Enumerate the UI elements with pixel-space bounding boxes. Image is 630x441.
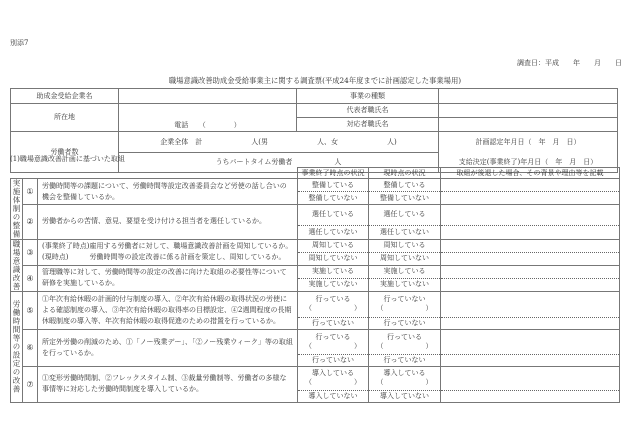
header-current-status: 現時点の状況 <box>369 168 441 179</box>
current-status-no-option[interactable]: 行っていない <box>369 354 441 366</box>
option-text: 実施している <box>383 267 426 275</box>
workers-total[interactable]: 企業全体 計 人(男 人、女 人) <box>119 132 439 153</box>
end-status-no-option[interactable]: 行っていない <box>298 354 369 366</box>
item-number: ① <box>23 179 38 205</box>
contact-field[interactable] <box>439 118 618 132</box>
item-number: ⑥ <box>23 329 38 366</box>
item-number: ② <box>23 205 38 240</box>
end-status-yes-option[interactable] <box>298 265 369 278</box>
reason-field[interactable] <box>441 366 620 390</box>
current-status-no-option[interactable]: 周知していない <box>369 252 441 265</box>
current-status-yes-option[interactable] <box>369 239 441 252</box>
current-status-yes-option[interactable] <box>369 265 441 278</box>
reason-field[interactable] <box>441 390 620 402</box>
reason-field[interactable] <box>441 317 620 329</box>
end-status-no-option[interactable]: 選任していない <box>298 225 369 239</box>
item-description: 労働時間等の課題について、労働時間等設定改善委員会など労使の話し合いの機会を整備しているか。 <box>38 179 298 205</box>
option-text: 行っている <box>387 332 422 341</box>
option-text: （ ） <box>376 341 433 350</box>
table-row <box>11 205 620 226</box>
item-description: 労働者からの苦情、意見、要望を受け付ける担当者を選任しているか。 <box>38 205 298 240</box>
table-row <box>11 239 620 252</box>
reason-field[interactable] <box>441 192 620 205</box>
current-status-yes-option[interactable] <box>369 205 441 226</box>
address-label: 所在地 <box>11 104 119 132</box>
business-type-field[interactable] <box>439 89 618 104</box>
reason-field[interactable] <box>441 205 620 226</box>
item-description: ①変形労働時間制、②フレックスタイム制、③裁量労働制等、労働者の多様な事情等に対応した労働時間制度を導入しているか。 <box>38 366 298 402</box>
current-status-yes-option[interactable] <box>369 366 441 390</box>
table-row <box>11 291 620 317</box>
item-number: ⑤ <box>23 291 38 329</box>
initiatives-table <box>10 167 620 403</box>
option-text: 行っていない <box>383 295 426 303</box>
option-text: 整備している <box>312 180 354 189</box>
reason-field[interactable] <box>441 179 620 192</box>
end-status-yes-option[interactable] <box>298 291 369 317</box>
header-reason: 取組が後退した場合、その背景や理由等を記載 <box>441 168 620 179</box>
current-status-no-option[interactable]: 選任していない <box>369 225 441 239</box>
item-number: ④ <box>23 265 38 291</box>
option-text: 選任している <box>383 210 426 219</box>
payment-date[interactable]: 支給決定(事業終了)年月日（ 年 月 日） <box>458 158 598 166</box>
category-label: 実施体制の整備 <box>12 179 21 239</box>
category-label: 労働時間等の設定の改善 <box>11 291 23 402</box>
reason-field[interactable] <box>441 265 620 278</box>
representative-field[interactable] <box>439 104 618 118</box>
end-status-yes-option[interactable] <box>298 239 369 252</box>
section-title: (1)職場意識改善計画に基づいた取組 <box>10 155 125 163</box>
item-number: ③ <box>23 239 38 265</box>
table-row <box>11 265 620 278</box>
representative-label: 代表者職氏名 <box>297 104 439 118</box>
item-description: (事業終了時点)雇用する労働者に対して、職場意識改善計画を周知しているか。 (現時点) 労働時間等の設定改善に係る計画を策定し、周知しているか。 <box>38 239 298 265</box>
reason-field[interactable] <box>441 329 620 354</box>
option-text: （ ） <box>305 304 361 312</box>
item-description: ①年次有給休暇の計画的付与制度の導入、②年次有給休暇の取得状況の労使による確認制度の導入、③年次有給休暇の取得率の目標設定、④2週間程度の長期休暇制度の導入等、年次有給休暇の取得促進のための措置を行っているか。 <box>38 291 298 329</box>
survey-date: 調査日：平成 年 月 日 <box>517 59 622 67</box>
category-label: 職場意識改善 <box>12 239 21 291</box>
end-status-no-option[interactable]: 導入していない <box>298 390 369 402</box>
workers-label: 労働者数 <box>11 132 119 173</box>
end-status-no-option[interactable]: 実施していない <box>298 278 369 291</box>
end-status-yes-option[interactable] <box>298 329 369 354</box>
option-text: 周知している <box>312 241 354 249</box>
company-label: 助成金受給企業名 <box>11 89 119 104</box>
attachment-label: 別添7 <box>10 39 29 47</box>
item-description: 管理職等に対して、労働時間等の設定の改善に向けた取組の必要性等について研修を実施しているか。 <box>38 265 298 291</box>
reason-field[interactable] <box>441 354 620 366</box>
end-status-yes-option[interactable] <box>298 205 369 226</box>
current-status-no-option[interactable]: 導入していない <box>369 390 441 402</box>
current-status-yes-option[interactable] <box>369 291 441 317</box>
end-status-no-option[interactable]: 整備していない <box>298 192 369 205</box>
table-row <box>11 179 620 192</box>
table-row <box>11 366 620 390</box>
end-status-no-option[interactable]: 行っていない <box>298 317 369 329</box>
option-text: 選任している <box>312 210 354 219</box>
end-status-no-option[interactable]: 周知していない <box>298 252 369 265</box>
header-end-status: 事業終了時点の状況 <box>298 168 369 179</box>
current-status-no-option[interactable]: 実施していない <box>369 278 441 291</box>
business-type-label: 事業の種類 <box>297 89 439 104</box>
option-text: （ ） <box>376 378 433 386</box>
workers-part[interactable]: うちパートタイム労働者 人 <box>119 153 439 173</box>
page-title: 職場意識改善助成金受給事業主に関する調査票(平成24年度までに計画認定した事業場用) <box>168 76 462 85</box>
current-status-yes-option[interactable] <box>369 329 441 354</box>
option-text: （ ） <box>376 304 433 312</box>
option-text: 導入している <box>312 369 354 377</box>
phone-label: 電話 （ ） <box>174 121 241 129</box>
current-status-no-option[interactable]: 整備していない <box>369 192 441 205</box>
end-status-yes-option[interactable] <box>298 179 369 192</box>
option-text: （ ） <box>305 341 361 350</box>
reason-field[interactable] <box>441 278 620 291</box>
current-status-yes-option[interactable] <box>369 179 441 192</box>
address-field[interactable] <box>119 104 297 132</box>
item-description: 所定外労働の削減のため、①「ノー残業デー」、「②ノー残業ウィーク」等の取組を行っているか。 <box>38 329 298 366</box>
company-field[interactable] <box>119 89 297 104</box>
current-status-no-option[interactable]: 行っていない <box>369 317 441 329</box>
end-status-yes-option[interactable] <box>298 366 369 390</box>
reason-field[interactable] <box>441 225 620 239</box>
option-text: 行っている <box>315 295 351 303</box>
reason-field[interactable] <box>441 252 620 265</box>
plan-date[interactable]: 計画認定年月日（ 年 月 日） <box>475 138 581 146</box>
option-text: 整備している <box>383 180 426 189</box>
option-text: 行っている <box>315 332 351 341</box>
option-text: （ ） <box>305 378 361 386</box>
option-text: 周知している <box>383 241 426 249</box>
reason-field[interactable] <box>441 291 620 317</box>
contact-label: 対応者職氏名 <box>297 118 439 132</box>
option-text: 導入している <box>383 369 426 377</box>
option-text: 実施している <box>312 267 354 275</box>
reason-field[interactable] <box>441 239 620 252</box>
item-number: ⑦ <box>23 366 38 402</box>
table-row <box>11 329 620 354</box>
